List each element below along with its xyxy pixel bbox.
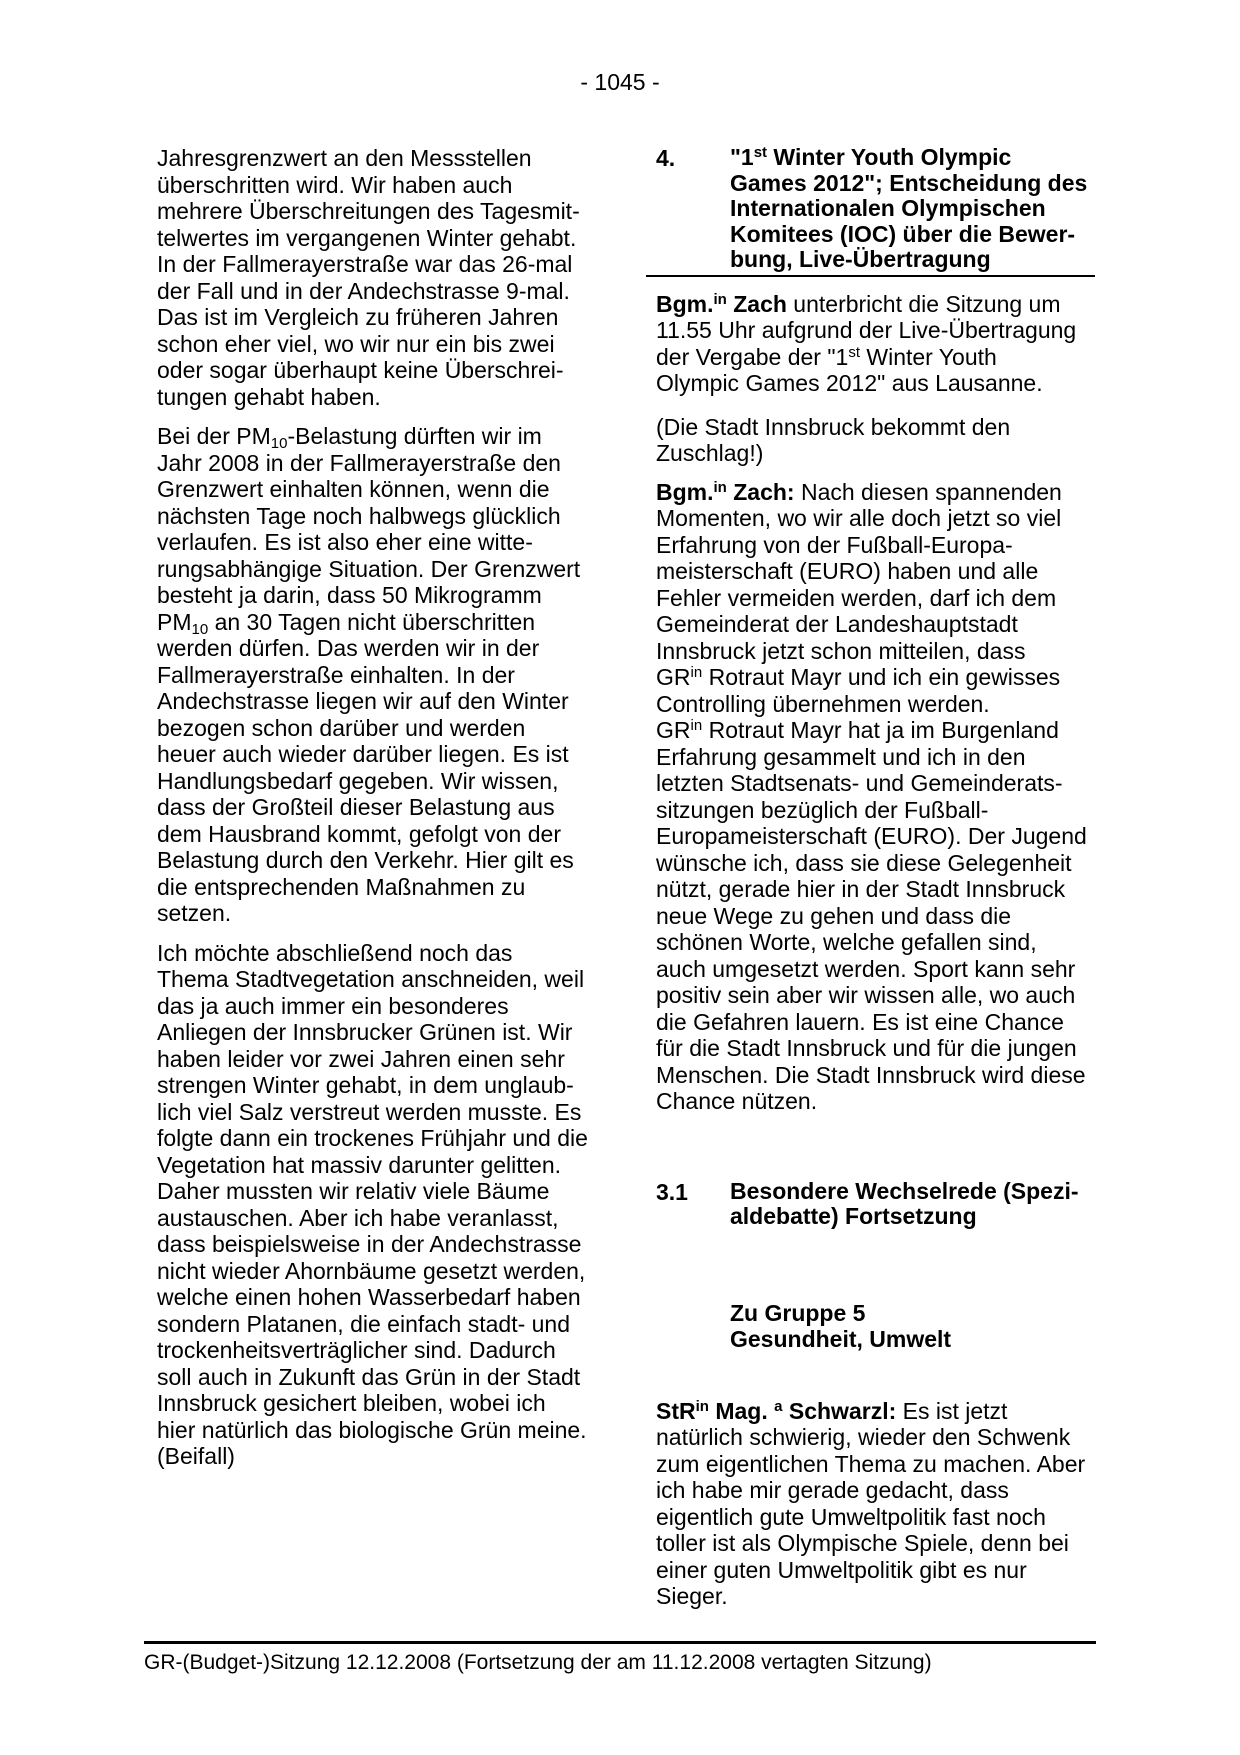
text-line: hier natürlich das biologische Grün meine. — [157, 1416, 587, 1443]
page-footer — [144, 1641, 1096, 1675]
text-line: Anliegen der Innsbrucker Grünen ist. Wir — [157, 1019, 573, 1045]
text-line: Innsbruck jetzt schon mitteilen, dass — [656, 637, 1026, 664]
text-line: bezogen schon darüber und werden — [157, 714, 526, 741]
paragraph-bgm-zach-unterbricht — [656, 291, 1122, 397]
text-line: sondern Platanen, die einfach stadt- und — [157, 1310, 571, 1337]
text-line: einer guten Umweltpolitik gibt es nur — [656, 1556, 1027, 1583]
text-line: Olympic Games 2012" aus Lausanne. — [656, 370, 1043, 396]
text-line: werden dürfen. Das werden wir in der — [157, 635, 540, 661]
text-line: Innsbruck gesichert bleiben, wobei ich — [157, 1390, 546, 1416]
text-line: toller ist als Olympische Spiele, denn bei — [656, 1530, 1069, 1556]
text-line: nützt, gerade hier in der Stadt Innsbruck — [656, 876, 1066, 902]
text-line: Bei der $PM_{10}$-Belastung dürften wir im — [157, 423, 542, 452]
text-line: Jahr 2008 in der Fallmerayerstraße den — [157, 449, 561, 476]
text-line: welche einen hohen Wasserbedarf haben — [157, 1284, 581, 1310]
text-line: überschritten wird. Wir haben auch — [157, 171, 513, 198]
text-line: Controlling übernehmen werden. — [656, 690, 990, 717]
text-line: Thema Stadtvegetation anschneiden, weil — [157, 966, 585, 992]
heading-3-1-number: 3.1 — [656, 1178, 688, 1205]
text-line: Bgm.$^{in}$ Zach: Nach diesen spannenden — [656, 478, 1062, 505]
text-line: Internationalen Olympischen — [730, 195, 1046, 221]
text-line: Grenzwert einhalten können, wenn die — [157, 476, 550, 502]
text-line: Chance nützen. — [656, 1088, 818, 1114]
text-line: trockenheitsverträglicher sind. Dadurch — [157, 1337, 556, 1363]
text-line: Besondere Wechselrede (Spezi- — [730, 1177, 1079, 1204]
paragraph-zuschlag — [656, 414, 1122, 467]
heading-4-number: 4. — [656, 145, 676, 171]
text-line: wünsche ich, dass sie diese Gelegenheit — [656, 849, 1072, 876]
text-line: heuer auch wieder darüber liegen. Es ist — [157, 741, 569, 767]
text-line: Ich möchte abschließend noch das — [157, 939, 513, 966]
text-line: rungsabhängige Situation. Der Grenzwert — [157, 555, 581, 582]
heading-3-1 — [656, 1179, 1122, 1230]
text-line: Gemeinderat der Landeshauptstadt — [656, 611, 1018, 637]
text-line: Jahresgrenzwert an den Messstellen — [157, 145, 532, 171]
text-line: Zu Gruppe 5 — [730, 1299, 866, 1326]
text-line: oder sogar überhaupt keine Überschrei- — [157, 357, 564, 383]
text-line: besteht ja darin, dass 50 Mikrogramm — [157, 582, 542, 608]
right-column — [656, 145, 1122, 1610]
text-line: natürlich schwierig, wieder den Schwenk — [656, 1424, 1071, 1450]
footer-session-label: GR-(Budget-)Sitzung 12.12.2008 (Fortsetzung der am 11.12.2008 vertagten Sitzung) — [144, 1651, 932, 1674]
text-line: mehrere Überschreitungen des Tagesmit- — [157, 198, 580, 224]
text-line: Fehler vermeiden werden, darf ich dem — [656, 584, 1057, 611]
text-line: auch umgesetzt werden. Sport kann sehr — [656, 955, 1076, 982]
text-line: Sieger. — [656, 1583, 728, 1609]
text-line: setzen. — [157, 900, 232, 926]
text-line: (Beifall) — [157, 1443, 235, 1469]
text-line: "1st Winter Youth Olympic — [730, 144, 1012, 170]
text-line: zum eigentlichen Thema zu machen. Aber — [656, 1450, 1086, 1477]
text-line: meisterschaft (EURO) haben und alle — [656, 558, 1039, 584]
text-line: soll auch in Zukunft das Grün in der Stadt — [157, 1363, 581, 1390]
text-line: bung, Live-Übertragung — [730, 246, 991, 272]
text-line: haben leider vor zwei Jahren einen sehr — [157, 1045, 565, 1072]
text-line: Momenten, wo wir alle doch jetzt so viel — [656, 505, 1062, 531]
text-line: Gesundheit, Umwelt — [730, 1326, 952, 1352]
text-line: strengen Winter gehabt, in dem unglaub- — [157, 1072, 574, 1098]
text-line: Games 2012"; Entscheidung des — [730, 169, 1088, 196]
text-line: verlaufen. Es ist also eher eine witte- — [157, 529, 533, 555]
text-line: telwertes im vergangenen Winter gehabt. — [157, 224, 577, 251]
page-columns — [157, 145, 1122, 1610]
text-line: der Fall und in der Andechstrasse 9-mal. — [157, 277, 570, 304]
text-line: schönen Worte, welche gefallen sind, — [656, 929, 1037, 955]
text-line: Europameisterschaft (EURO). Der Jugend — [656, 823, 1087, 849]
text-line: nicht wieder Ahornbäume gesetzt werden, — [157, 1257, 586, 1284]
text-line: aldebatte) Fortsetzung — [730, 1203, 977, 1229]
text-line: Bgm.$^{in}$ Zach unterbricht die Sitzung um — [656, 290, 1061, 317]
paragraph-stadtvegetation — [157, 940, 609, 1470]
text-line: folgte dann ein trockenes Frühjahr und die — [157, 1125, 588, 1151]
text-line: Das ist im Vergleich zu früheren Jahren — [157, 304, 559, 330]
text-line: $GR^{in}$ Rotraut Mayr und ich ein gewisses — [656, 664, 1061, 690]
text-line: sitzungen bezüglich der Fußball- — [656, 796, 989, 823]
text-line: positiv sein aber wir wissen alle, wo auch — [656, 982, 1076, 1008]
text-line: Andechstrasse liegen wir auf den Winter — [157, 688, 569, 714]
text-line: Fallmerayerstraße einhalten. In der — [157, 661, 515, 688]
text-line: $PM_{10}$ an 30 Tagen nicht überschritten — [157, 608, 536, 638]
text-line: nächsten Tage noch halbwegs glücklich — [157, 502, 561, 529]
text-line: In der Fallmerayerstraße war das 26-mal — [157, 251, 573, 277]
text-line: schon eher viel, wo wir nur ein bis zwei — [157, 330, 555, 357]
paragraph-jahresgrenzwert — [157, 145, 609, 410]
text-line: austauschen. Aber ich habe veranlasst, — [157, 1204, 559, 1231]
left-column — [157, 145, 609, 1610]
text-line: $GR^{in}$ Rotraut Mayr hat ja im Burgenland — [656, 717, 1059, 743]
text-line: Belastung durch den Verkehr. Hier gilt es — [157, 847, 574, 873]
subheading-gruppe-5 — [730, 1300, 1122, 1353]
text-line: Handlungsbedarf gegeben. Wir wissen, — [157, 767, 559, 794]
text-line: dem Hausbrand kommt, gefolgt von der — [157, 820, 561, 847]
text-line: der Vergabe der "1st Winter Youth — [656, 343, 997, 370]
text-line: dass beispielsweise in der Andechstrasse — [157, 1231, 582, 1257]
heading-4-rule — [646, 275, 1095, 277]
text-line: (Die Stadt Innsbruck bekommt den — [656, 413, 1011, 440]
paragraph-pm10 — [157, 423, 609, 927]
text-line: neue Wege zu gehen und dass die — [656, 902, 1012, 929]
text-line: Komitees (IOC) über die Bewer- — [730, 220, 1076, 247]
text-line: letzten Stadtsenats- und Gemeinderats- — [656, 770, 1063, 796]
text-line: Erfahrung gesammelt und ich in den — [656, 743, 1026, 770]
text-line: das ja auch immer ein besonderes — [157, 992, 509, 1019]
text-line: die entsprechenden Maßnahmen zu — [157, 873, 526, 900]
text-line: Zuschlag!) — [656, 440, 764, 466]
text-line: Menschen. Die Stadt Innsbruck wird diese — [656, 1061, 1086, 1088]
text-line: ich habe mir gerade gedacht, dass — [656, 1477, 1009, 1503]
text-line: Erfahrung von der Fußball-Europa- — [656, 531, 1013, 558]
text-line: lich viel Salz verstreut werden musste. Es — [157, 1098, 582, 1125]
text-line: tungen gehabt haben. — [157, 383, 381, 410]
text-line: dass der Großteil dieser Belastung aus — [157, 794, 555, 820]
text-line: StR$^{in}$ Mag. $^a$ Schwarzl: Es ist jetzt — [656, 1397, 1008, 1424]
text-line: für die Stadt Innsbruck und für die jungen — [656, 1035, 1077, 1061]
text-line: Daher mussten wir relativ viele Bäume — [157, 1178, 550, 1204]
text-line: eigentlich gute Umweltpolitik fast noch — [656, 1503, 1046, 1530]
text-line: 11.55 Uhr aufgrund der Live-Übertragung — [656, 317, 1077, 343]
paragraph-bgm-zach-nach — [656, 479, 1122, 1115]
page-number: - 1045 - — [580, 69, 660, 95]
text-line: die Gefahren lauern. Es ist eine Chance — [656, 1008, 1064, 1035]
text-line: Vegetation hat massiv darunter gelitten. — [157, 1151, 562, 1178]
heading-4 — [656, 145, 1122, 273]
paragraph-str-schwarzl — [656, 1398, 1122, 1610]
